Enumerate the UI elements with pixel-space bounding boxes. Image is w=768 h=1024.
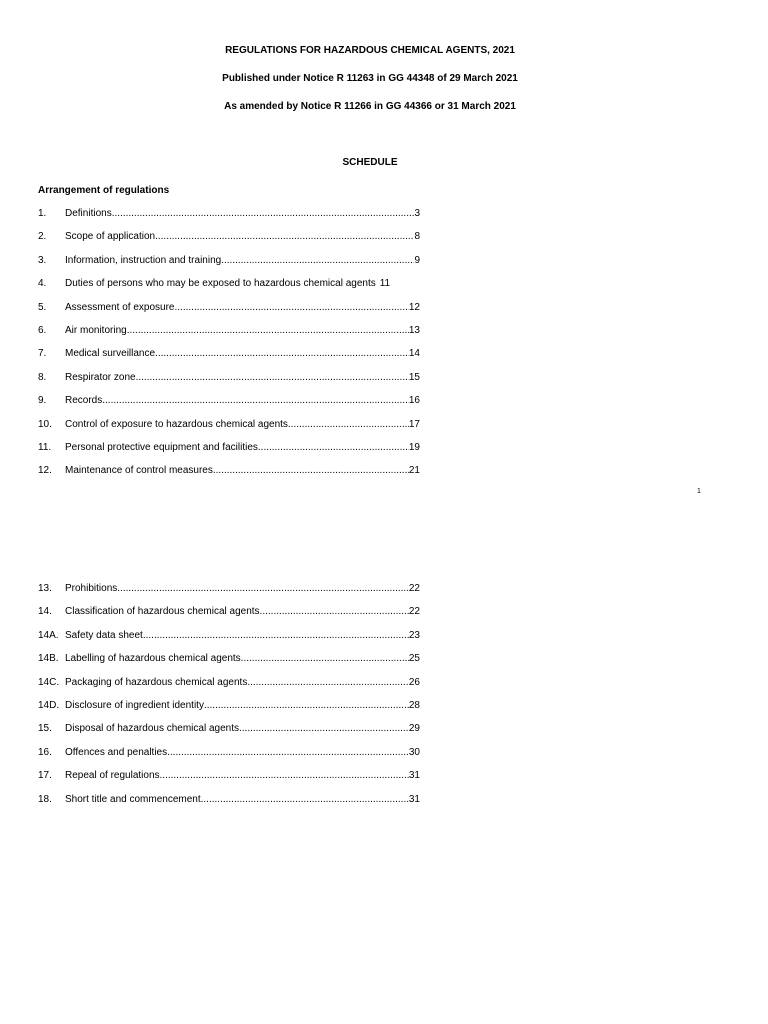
toc-entry-page: 28 — [408, 699, 420, 711]
toc-entry-page: 30 — [408, 746, 420, 758]
toc-entry — [38, 794, 420, 817]
toc-dot-leader — [112, 208, 415, 219]
toc-dot-leader — [143, 630, 409, 641]
toc-entry-number: 11. — [38, 441, 52, 453]
toc-entry-title: Duties of persons who may be exposed to hazardous chemical agents — [65, 278, 376, 290]
toc-entry-page: 22 — [408, 606, 420, 618]
toc-entry-page: 25 — [408, 653, 420, 665]
toc-dot-leader — [239, 723, 409, 734]
toc-entry-title: Control of exposure to hazardous chemical agents — [65, 418, 288, 430]
page-number: 1 — [697, 488, 701, 495]
toc-dot-leader — [155, 231, 414, 242]
toc-dot-leader — [288, 419, 409, 430]
toc-entry — [38, 302, 420, 325]
toc-entry — [38, 372, 420, 395]
toc-entry-title: Disposal of hazardous chemical agents — [65, 723, 239, 735]
toc-entry — [38, 770, 420, 793]
toc-dot-leader — [213, 465, 409, 476]
toc-entry-number: 4. — [38, 278, 47, 290]
toc-entry — [38, 583, 420, 606]
toc-entry-number: 3. — [38, 254, 47, 266]
toc-entry — [38, 677, 420, 700]
toc-entry-number: 14B. — [38, 653, 59, 665]
toc-entry-page: 12 — [408, 301, 420, 313]
toc-dot-leader — [258, 442, 409, 453]
toc-entry-title: Air monitoring — [65, 324, 127, 336]
toc-dot-leader — [175, 302, 409, 313]
toc-entry-title: Packaging of hazardous chemical agents — [65, 676, 248, 688]
toc-entry-title: Disclosure of ingredient identity — [65, 699, 204, 711]
toc-entry-title: Records — [65, 395, 103, 407]
toc-entry-title: Classification of hazardous chemical agents — [65, 606, 260, 618]
toc-dot-leader — [201, 794, 409, 805]
toc-entry-number: 9. — [38, 395, 47, 407]
toc-entry-number: 16. — [38, 746, 52, 758]
toc-entry — [38, 630, 420, 653]
table-of-contents — [38, 208, 420, 489]
schedule-heading: SCHEDULE — [342, 157, 398, 168]
toc-dot-leader — [247, 677, 409, 688]
toc-entry — [38, 325, 420, 348]
toc-entry-page: 9 — [414, 254, 420, 266]
toc-entry — [38, 700, 420, 723]
toc-dot-leader — [102, 395, 409, 406]
toc-entry-page: 19 — [408, 441, 420, 453]
toc-entry-title: Labelling of hazardous chemical agents — [65, 653, 241, 665]
toc-entry-page: 31 — [408, 770, 420, 782]
toc-entry — [38, 442, 420, 465]
toc-entry-number: 14C. — [38, 676, 60, 688]
toc-entry — [38, 723, 420, 746]
toc-entry-number: 14D. — [38, 699, 60, 711]
toc-entry — [38, 395, 420, 418]
toc-dot-leader — [260, 606, 409, 617]
toc-entry — [38, 208, 420, 231]
toc-entry-page: 13 — [408, 324, 420, 336]
toc-entry-number: 18. — [38, 793, 52, 805]
toc-entry — [38, 747, 420, 770]
toc-entry — [38, 653, 420, 676]
toc-entry-number: 15. — [38, 723, 52, 735]
toc-entry-page: 11 — [379, 278, 391, 290]
toc-dot-leader — [136, 372, 409, 383]
toc-entry-page: 23 — [408, 629, 420, 641]
toc-entry-page: 26 — [408, 676, 420, 688]
toc-dot-leader — [117, 583, 409, 594]
toc-entry — [38, 231, 420, 254]
toc-entry-number: 6. — [38, 324, 47, 336]
toc-entry-page: 16 — [408, 395, 420, 407]
toc-entry-page: 29 — [408, 723, 420, 735]
toc-entry-title: Personal protective equipment and facilities — [65, 441, 258, 453]
toc-entry-title: Assessment of exposure — [65, 301, 175, 313]
toc-entry-title: Safety data sheet — [65, 629, 143, 641]
toc-entry-title: Offences and penalties — [65, 746, 168, 758]
toc-entry-page: 21 — [408, 465, 420, 477]
toc-entry — [38, 348, 420, 371]
toc-entry-title: Prohibitions — [65, 583, 118, 594]
toc-entry-title: Maintenance of control measures — [65, 465, 213, 477]
toc-entry-page: 14 — [408, 348, 420, 360]
toc-entry-title: Short title and commencement — [65, 793, 201, 805]
toc-entry-number: 13. — [38, 583, 52, 594]
arrangement-heading: Arrangement of regulations — [38, 185, 170, 196]
toc-entry — [38, 255, 420, 278]
toc-entry-number: 10. — [38, 418, 52, 430]
toc-entry — [38, 278, 420, 301]
toc-entry-number: 14. — [38, 606, 52, 618]
toc-entry-number: 8. — [38, 371, 47, 383]
toc-dot-leader — [160, 770, 409, 781]
toc-dot-leader — [241, 653, 409, 664]
toc-entry-title: Information, instruction and training — [65, 254, 222, 266]
toc-entry — [38, 606, 420, 629]
toc-entry — [38, 419, 420, 442]
toc-entry-page: 31 — [408, 793, 420, 805]
toc-dot-leader — [204, 700, 409, 711]
toc-entry-number: 2. — [38, 231, 47, 243]
toc-entry-number: 7. — [38, 348, 47, 360]
toc-entry-page: 15 — [408, 371, 420, 383]
toc-entry-number: 1. — [38, 208, 47, 219]
publication-notice: Published under Notice R 11263 in GG 44348 of 29 March 2021 — [222, 73, 518, 84]
toc-entry-number: 5. — [38, 301, 47, 313]
table-of-contents-continued — [38, 583, 420, 817]
toc-entry-number: 14A. — [38, 629, 59, 641]
amendment-notice: As amended by Notice R 11266 in GG 44366 or 31 March 2021 — [224, 101, 516, 112]
toc-entry-title: Repeal of regulations — [65, 770, 160, 782]
toc-entry-title: Definitions — [65, 208, 112, 219]
toc-entry-title: Respirator zone — [65, 371, 136, 383]
toc-entry-title: Scope of application — [65, 231, 156, 243]
toc-entry-title: Medical surveillance — [65, 348, 156, 360]
toc-entry — [38, 465, 420, 488]
toc-entry-number: 12. — [38, 465, 52, 477]
toc-dot-leader — [221, 255, 414, 266]
toc-dot-leader — [167, 747, 409, 758]
toc-dot-leader — [127, 325, 409, 336]
toc-entry-number: 17. — [38, 770, 52, 782]
toc-entry-page: 3 — [414, 208, 420, 219]
document-title: REGULATIONS FOR HAZARDOUS CHEMICAL AGENTS, 2021 — [225, 45, 515, 56]
toc-dot-leader — [155, 348, 409, 359]
toc-entry-page: 8 — [414, 231, 420, 243]
toc-entry-page: 22 — [408, 583, 420, 594]
toc-entry-page: 17 — [408, 418, 420, 430]
